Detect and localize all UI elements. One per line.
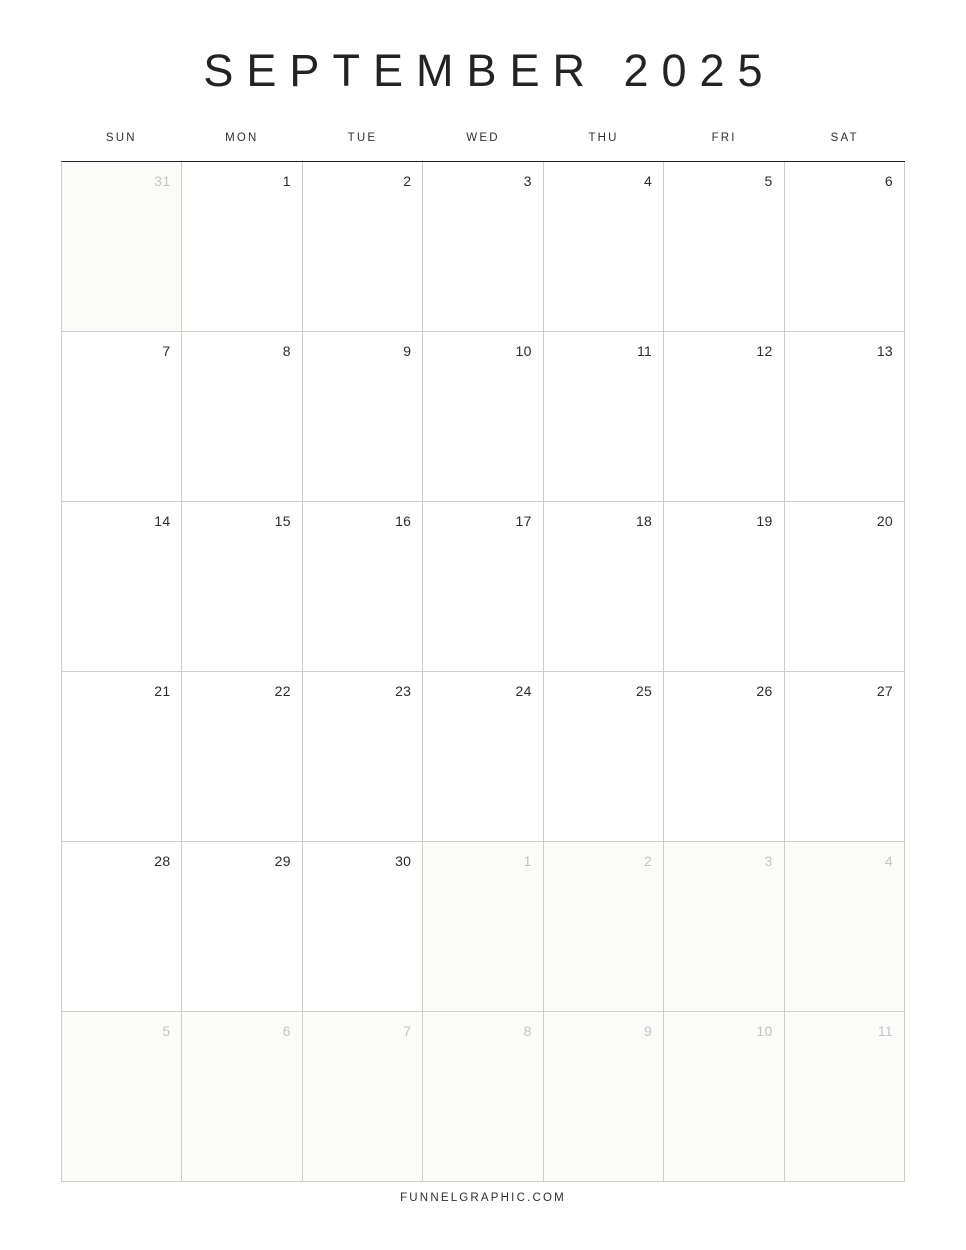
day-cell[interactable] [182, 672, 302, 842]
day-cell[interactable] [182, 842, 302, 1012]
day-cell[interactable] [785, 842, 905, 1012]
day-cell[interactable] [62, 502, 182, 672]
day-cell[interactable] [303, 162, 423, 332]
day-cell[interactable] [664, 842, 784, 1012]
day-number: 15 [274, 513, 291, 529]
day-number: 12 [756, 343, 773, 359]
day-number: 11 [637, 343, 653, 359]
day-number: 7 [403, 1023, 412, 1039]
day-cell[interactable] [423, 842, 543, 1012]
day-number: 6 [884, 173, 893, 189]
day-number: 31 [154, 173, 171, 189]
day-number: 9 [644, 1023, 653, 1039]
day-cell[interactable] [544, 162, 664, 332]
day-cell[interactable] [62, 672, 182, 842]
day-number: 18 [635, 513, 653, 529]
day-cell[interactable] [303, 502, 423, 672]
day-number: 6 [282, 1023, 291, 1039]
day-number: 7 [162, 343, 171, 359]
day-cell[interactable] [664, 332, 784, 502]
day-number: 1 [282, 173, 291, 189]
day-number: 11 [877, 1023, 893, 1039]
day-cell[interactable] [303, 332, 423, 502]
day-number: 28 [154, 853, 171, 869]
day-number: 17 [515, 513, 532, 529]
day-number: 14 [154, 513, 171, 529]
day-number: 23 [395, 683, 412, 699]
day-cell[interactable] [785, 672, 905, 842]
weekday-label-tue: TUE [347, 132, 378, 144]
day-number: 13 [876, 343, 893, 359]
day-cell[interactable] [544, 842, 664, 1012]
day-cell[interactable] [544, 1012, 664, 1182]
day-cell[interactable] [785, 162, 905, 332]
day-number: 21 [154, 683, 171, 699]
day-number: 9 [403, 343, 412, 359]
day-cell[interactable] [423, 162, 543, 332]
day-cell[interactable] [664, 502, 784, 672]
day-cell[interactable] [62, 332, 182, 502]
day-cell[interactable] [303, 1012, 423, 1182]
day-number: 5 [162, 1023, 171, 1039]
day-number: 24 [515, 683, 532, 699]
day-cell[interactable] [62, 162, 182, 332]
day-cell[interactable] [785, 1012, 905, 1182]
day-number: 19 [756, 513, 773, 529]
day-number: 4 [644, 173, 653, 189]
weekday-label-sun: SUN [105, 132, 137, 144]
day-number: 8 [523, 1023, 532, 1039]
day-number: 16 [395, 513, 412, 529]
day-number: 3 [523, 173, 532, 189]
day-cell[interactable] [182, 162, 302, 332]
day-number: 10 [756, 1023, 773, 1039]
weekday-label-mon: MON [225, 132, 259, 144]
day-cell[interactable] [423, 672, 543, 842]
day-cell[interactable] [664, 672, 784, 842]
weekday-label-wed: WED [466, 132, 500, 144]
day-number: 8 [282, 343, 291, 359]
days-grid [61, 161, 905, 1182]
day-cell[interactable] [182, 502, 302, 672]
day-number: 2 [644, 853, 653, 869]
day-number: 4 [884, 853, 893, 869]
day-cell[interactable] [423, 1012, 543, 1182]
page-title: SEPTEMBER 2025 [203, 45, 776, 96]
day-number: 30 [395, 853, 412, 869]
footer-watermark: FUNNELGRAPHIC.COM [400, 1192, 566, 1204]
day-cell[interactable] [62, 842, 182, 1012]
day-cell[interactable] [785, 502, 905, 672]
day-cell[interactable] [544, 672, 664, 842]
day-cell[interactable] [182, 332, 302, 502]
day-cell[interactable] [62, 1012, 182, 1182]
day-number: 3 [764, 853, 773, 869]
day-number: 1 [523, 853, 532, 869]
day-number: 27 [876, 683, 893, 699]
day-number: 2 [403, 173, 412, 189]
calendar-grid [61, 128, 905, 1182]
day-number: 22 [274, 683, 291, 699]
day-cell[interactable] [182, 1012, 302, 1182]
weekday-label-sat: SAT [830, 132, 859, 144]
day-number: 25 [635, 683, 653, 699]
day-cell[interactable] [303, 672, 423, 842]
day-cell[interactable] [664, 162, 784, 332]
day-cell[interactable] [423, 332, 543, 502]
day-cell[interactable] [544, 502, 664, 672]
day-number: 20 [876, 513, 893, 529]
day-number: 10 [515, 343, 532, 359]
weekday-label-thu: THU [588, 132, 619, 144]
day-cell[interactable] [785, 332, 905, 502]
day-number: 5 [764, 173, 773, 189]
day-cell[interactable] [423, 502, 543, 672]
day-cell[interactable] [544, 332, 664, 502]
day-number: 29 [274, 853, 291, 869]
weekday-label-fri: FRI [711, 132, 737, 144]
day-cell[interactable] [664, 1012, 784, 1182]
day-number: 26 [756, 683, 773, 699]
day-cell[interactable] [303, 842, 423, 1012]
weekday-header-row [61, 128, 905, 161]
